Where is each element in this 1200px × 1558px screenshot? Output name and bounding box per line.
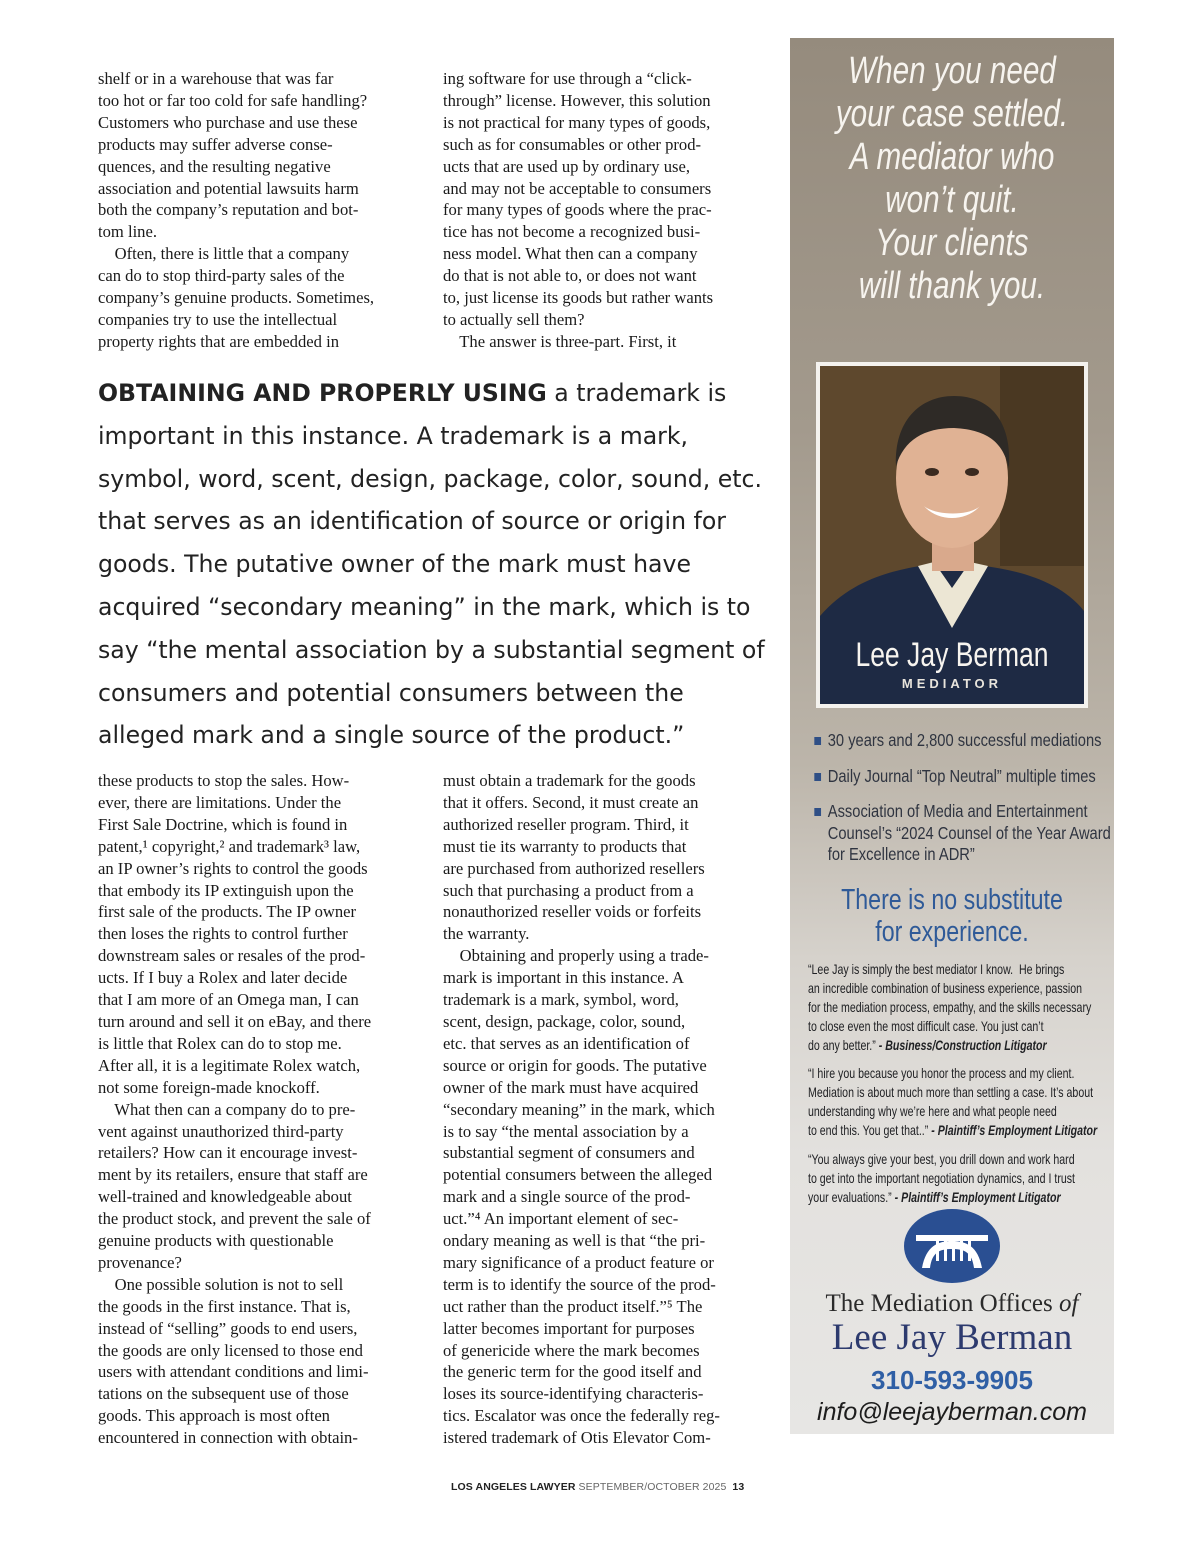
ad-slogan: There is no substitute for experience. bbox=[841, 884, 1063, 948]
article-column-top-left: shelf or in a warehouse that was far too hot or far too cold for safe handling? Customers who purchase and use these products may suffer adverse conse- quences, and the resulting negative association and potential lawsuits harm both the company’s reputation and bot- tom line. Often, there is little that a company can do to stop third-party sales of the company’s genuine products. Sometimes, companies try to use the intellectual property rights that are embedded in bbox=[98, 69, 375, 351]
testimonial-text: “I hire you because you honor the process and my client. Mediation is about much more than settling a case. It’s about understanding why we’re here and what people need to end this. You get that..” bbox=[808, 1066, 1094, 1138]
photo-caption-title: MEDIATOR bbox=[901, 676, 1003, 691]
ad-phone-number: 310-593-9905 bbox=[871, 1365, 1033, 1395]
ad-credential-item: Daily Journal “Top Neutral” multiple times bbox=[816, 766, 1113, 788]
testimonial-quote bbox=[808, 1150, 1089, 1207]
testimonial-text: “You always give your best, you drill down and work hard to get into the important negotiation dynamics, and I trust your evaluations.” bbox=[808, 1152, 1076, 1205]
photo-caption-name: Lee Jay Berman bbox=[855, 636, 1049, 674]
ad-firm-name: Lee Jay Berman bbox=[831, 1317, 1073, 1358]
page-footer bbox=[451, 1481, 744, 1493]
ad-credential-item: Association of Media and Entertainment Counsel’s “2024 Counsel of the Year Award for Excellence in ADR” bbox=[816, 801, 1113, 866]
footer-issue: SEPTEMBER/OCTOBER 2025 bbox=[575, 1481, 727, 1493]
article-column-top-right: ing software for use through a “click- through” license. However, this solution is not practical for many types of goods, such as for consumables or other prod- ucts that are used up by ordinary use, and may not be acceptable to consumers for many types of goods where the prac- tice has not become a recognized busi- ness model. What then can a company do that is not able to, or does not want to, just license its goods but rather wants to actually sell them? The answer is three-part. First, it bbox=[443, 69, 714, 351]
ad-credential-item: 30 years and 2,800 successful mediations bbox=[816, 730, 1113, 752]
ad-firm-line-of: of bbox=[1059, 1290, 1079, 1317]
testimonial-attribution: - Business/Construction Litigator bbox=[878, 1038, 1047, 1053]
pull-quote-lead: OBTAINING AND PROPERLY USING bbox=[98, 379, 547, 407]
article-column-bottom-left: these products to stop the sales. How- ever, there are limitations. Under the First Sale Doctrine, which is found in patent,¹ copyright,² and trademark³ law, an IP owner’s rights to control the goods that embody its IP extinguish upon the first sale of the products. The IP owner then loses the rights to control further downstream sales or resales of the prod- ucts. If I buy a Rolex and later decide that I am more of an Omega man, I can turn around and sell it on eBay, and there is little that Rolex can do to stop me. After all, it is a legitimate Rolex watch, not some foreign-made knockoff. What then can a company do to pre- vent against unauthorized third-party retailers? How can it encourage invest- ment by its retailers, ensure that staff are well-trained and knowledgeable about the product stock, and prevent the sale of genuine products with questionable provenance? One possible solution is not to sell the goods in the first instance. That is, instead of “selling” goods to end users, the goods are only licensed to those end users with attendant conditions and limi- tations on the subsequent use of those goods. This approach is most often encountered in connection with obtain- bbox=[98, 771, 372, 1448]
pull-quote bbox=[98, 372, 768, 757]
ad-firm-line-prefix: The Mediation Offices bbox=[825, 1290, 1060, 1317]
mediator-advertisement bbox=[790, 38, 1114, 1434]
article-column-bottom-right: must obtain a trademark for the goods that it offers. Second, it must create an authorized reseller program. Third, it must tie its warranty to products that are purchased from authorized resellers such that purchasing a product from a nonauthorized reseller voids or forfeits the warranty. Obtaining and properly using a trade- mark is important in this instance. A trademark is a mark, symbol, word, scent, design, package, color, sound, etc. that serves as an identification of source or origin for goods. The putative owner of the mark must have acquired “secondary meaning” in the mark, which is to say “the mental association by a substantial segment of consumers and potential consumers between the alleged mark and a single source of the prod- uct.”⁴ An important element of sec- ondary meaning as well is that “the pri- mary significance of a product feature or term is to identify the source of the prod- uct rather than the product itself.”⁵ The latter becomes important for purposes of genericide where the mark becomes the generic term for the good itself and loses its source-identifying characteris- tics. Escalator was once the federally reg- istered trademark of Otis Elevator Com- bbox=[443, 771, 720, 1448]
pull-quote-body: a trademark is important in this instance. A trademark is a mark, symbol, word, scent, design, package, color, sound, etc. that serves as an identification of source or origin for goods. The putative owner of the mark must have acquired “secondary meaning” in the mark, which is to say “the mental association by a substantial segment of consumers and potential consumers between the alleged mark and a single source of the product.” bbox=[98, 379, 765, 750]
ad-headline: When you need your case settled. A mediator who won’t quit. Your clients will thank you. bbox=[835, 50, 1069, 307]
ad-firm-line bbox=[790, 1290, 1114, 1318]
testimonial-attribution: - Plaintiff’s Employment Litigator bbox=[894, 1190, 1061, 1205]
testimonial-quote bbox=[808, 1064, 1098, 1140]
mediator-photo bbox=[816, 362, 1088, 708]
testimonial-text: “Lee Jay is simply the best mediator I know. He brings an incredible combination of business experience, passion for the mediation process, empathy, and the skills necessary to close even the most difficult case. You just can’t do any better.” bbox=[808, 962, 1092, 1053]
footer-page-number: 13 bbox=[732, 1481, 745, 1493]
ad-credentials-list bbox=[816, 730, 1114, 880]
testimonial-quote bbox=[808, 960, 1092, 1055]
bridge-logo-icon bbox=[902, 1208, 1002, 1284]
ad-email-address: info@leejayberman.com bbox=[817, 1398, 1087, 1426]
testimonial-attribution: - Plaintiff’s Employment Litigator bbox=[931, 1123, 1098, 1138]
footer-publication: LOS ANGELES LAWYER bbox=[451, 1481, 576, 1493]
